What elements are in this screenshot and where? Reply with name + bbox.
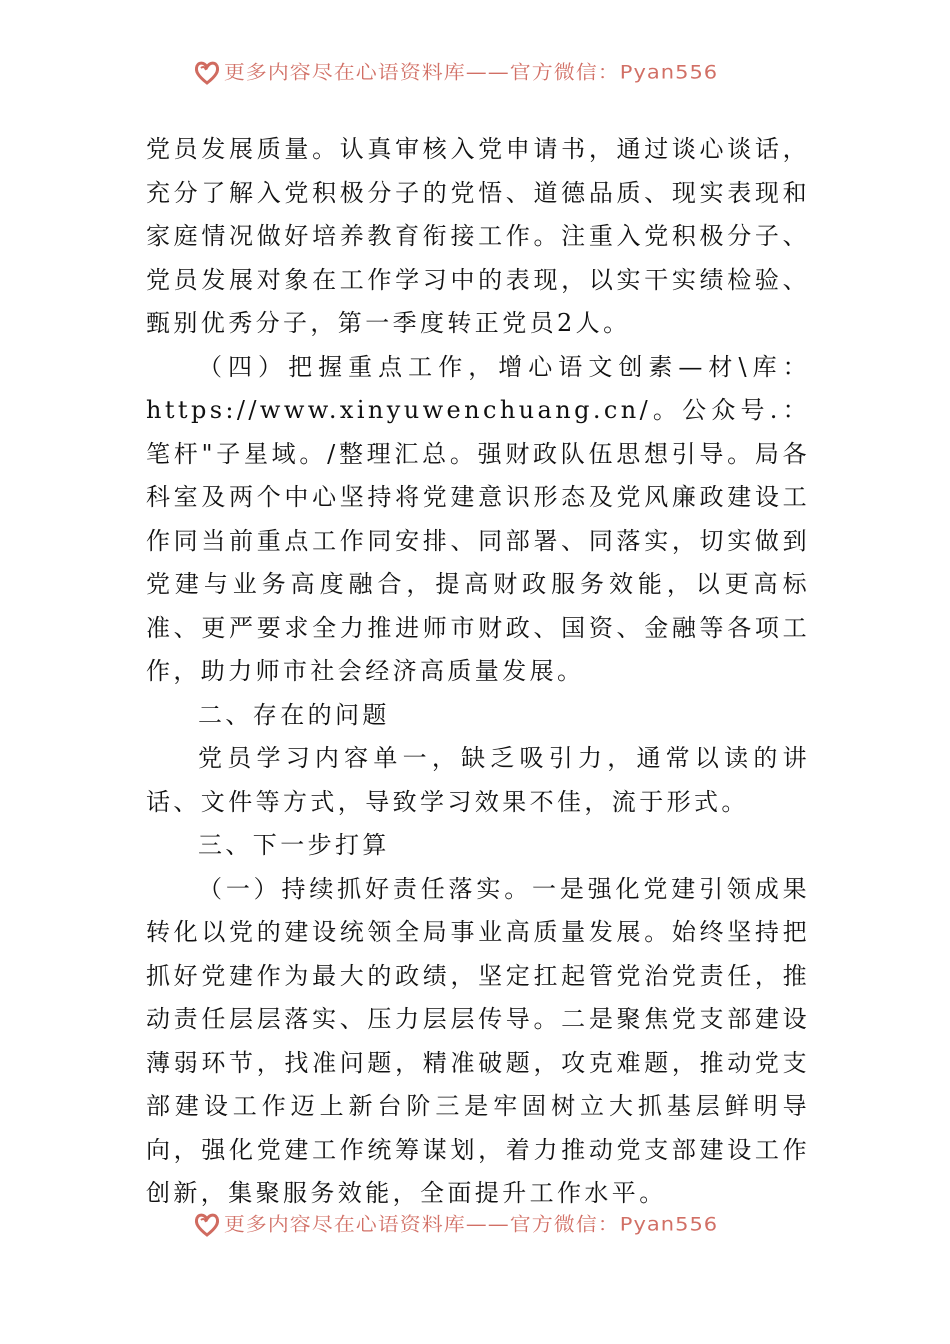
paragraph-key-work: （四）把握重点工作，增心语文创素—材\库：https://www.xinyuwenchuang.cn/。公众号.：笔杆"子星域。/整理汇总。强财政队伍思想引导。局各科室及两个中心坚持将党建意识形态及党风廉政建设工作同当前重点工作同安排、同部署、同落实，切实做到党建与业务高度融合，提高财政服务效能，以更高标准、更严要求全力推进师市财政、国资、金融等各项工作，助力师市社会经济高质量发展。 bbox=[146, 352, 810, 685]
watermark-text: 更多内容尽在心语资料库——官方微信：Pyan556 bbox=[223, 1213, 719, 1235]
paragraph-problems: 党员学习内容单一，缺乏吸引力，通常以读的讲话、文件等方式，导致学习效果不佳，流于形式。 bbox=[146, 744, 810, 816]
watermark-footer bbox=[0, 1206, 950, 1242]
heart-logo-icon bbox=[192, 57, 222, 87]
watermark-header bbox=[0, 54, 950, 90]
watermark-inner bbox=[192, 57, 718, 87]
watermark-inner bbox=[192, 1209, 718, 1239]
heart-logo-icon bbox=[192, 1209, 222, 1239]
section-heading-next-steps: 三、下一步打算 bbox=[198, 831, 390, 859]
section-heading-problems: 二、存在的问题 bbox=[198, 700, 390, 729]
watermark-text: 更多内容尽在心语资料库——官方微信：Pyan556 bbox=[223, 61, 719, 83]
paragraph-continuation: 党员发展质量。认真审核入党申请书，通过谈心谈话，充分了解入党积极分子的党悟、道德品质、现实表现和家庭情况做好培养教育衔接工作。注重入党积极分子、党员发展对象在工作学习中的表现，以实干实绩检验、甄别优秀分子，第一季度转正党员2人。 bbox=[146, 135, 810, 337]
document-body bbox=[146, 128, 810, 1216]
paragraph-next-steps: （一）持续抓好责任落实。一是强化党建引领成果转化以党的建设统领全局事业高质量发展。始终坚持把抓好党建作为最大的政绩，坚定扛起管党治党责任，推动责任层层落实、压力层层传导。二是聚焦党支部建设薄弱环节，找准问题，精准破题，攻克难题，推动党支部建设工作迈上新台阶三是牢固树立大抓基层鲜明导向，强化党建工作统筹谋划，着力推动党支部建设工作创新，集聚服务效能，全面提升工作水平。 bbox=[146, 874, 810, 1207]
